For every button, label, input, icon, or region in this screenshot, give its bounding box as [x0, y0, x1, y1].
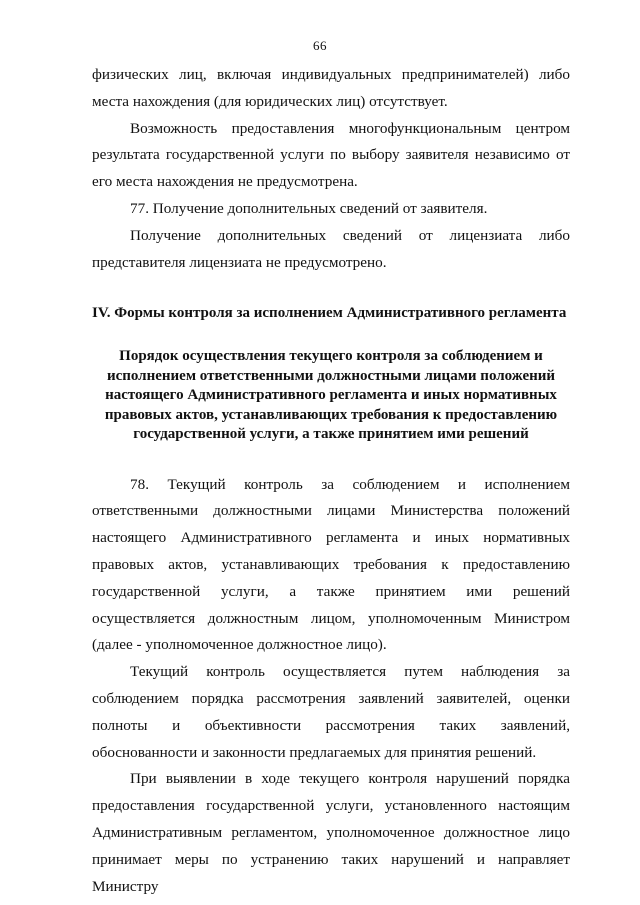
subsection-heading: Порядок осуществления текущего контроля за соблюдением и исполнением ответственными должностными лицами положений настоящего Административного регламента и иных нормативных правовых актов, устанавливающих требования к предоставлению государственной услуги, а также принятием ими решений	[104, 348, 558, 443]
document-body	[92, 62, 570, 900]
paragraph-control-method: Текущий контроль осуществляется путем наблюдения за соблюдением порядка рассмотрения заявлений заявителей, оценки полноты и объективности рассмотрения таких заявлений, обоснованности и законности предлагаемых для принятия решений.	[92, 663, 570, 761]
paragraph-item-77: 77. Получение дополнительных сведений от заявителя.	[130, 199, 488, 217]
page-number: 66	[313, 38, 327, 53]
paragraph-mfc-possibility: Возможность предоставления многофункциональным центром результата государственной услуги по выбору заявителя независимо от его места нахождения не предусмотрена.	[92, 119, 570, 191]
section-heading: IV. Формы контроля за исполнением Административного регламента	[92, 305, 567, 322]
paragraph-item-78: 78. Текущий контроль за соблюдением и исполнением ответственными должностными лицами Министерства положений настоящего Административного регламента и иных нормативных правовых актов, устанавливающих требования к предоставлению государственной услуги, а также принятием ими решений осуществляется должностным лицом, уполномоченным Министром (далее - уполномоченное должностное лицо).	[92, 475, 570, 654]
paragraph-additional-info: Получение дополнительных сведений от лицензиата либо представителя лицензиата не предусмотрено.	[92, 226, 570, 271]
paragraph-violations: При выявлении в ходе текущего контроля нарушений порядка предоставления государственной услуги, установленного настоящим Административным регламентом, уполномоченное должностное лицо принимает меры по устранению таких нарушений и направляет Министру	[92, 770, 570, 895]
paragraph-continuation: физических лиц, включая индивидуальных предпринимателей) либо места нахождения (для юридических лиц) отсутствует.	[92, 66, 570, 110]
